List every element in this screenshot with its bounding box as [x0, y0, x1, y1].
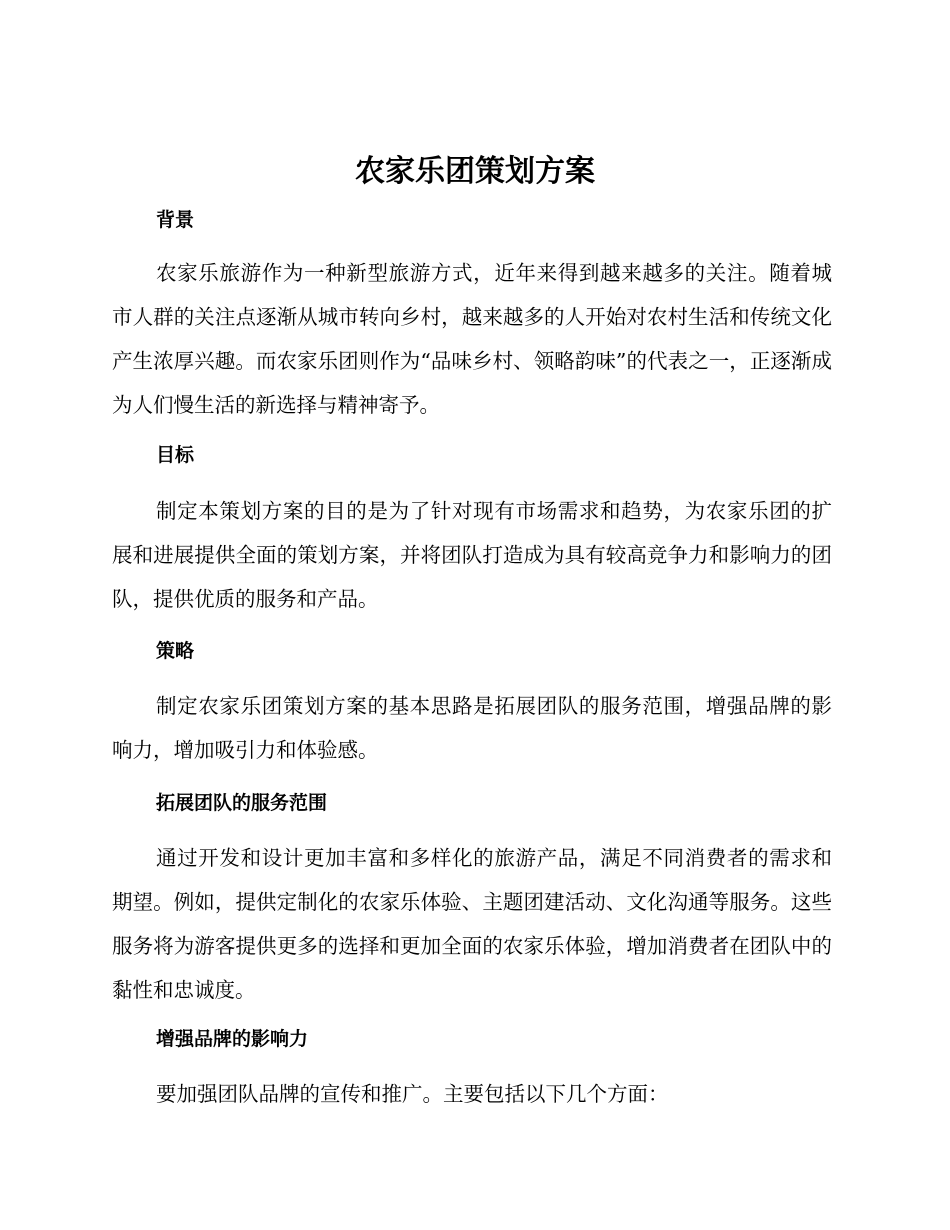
- page-title: 农家乐团策划方案: [355, 154, 595, 189]
- section-paragraph-strategy: 制定农家乐团策划方案的基本思路是拓展团队的服务范围，增强品牌的影响力，增加吸引力和体验感。: [112, 694, 832, 762]
- section-heading-background: 背景: [156, 209, 195, 231]
- section-heading-goal: 目标: [156, 444, 195, 466]
- section-heading-strategy: 策略: [156, 640, 195, 662]
- section-heading-expand-services: 拓展团队的服务范围: [156, 792, 328, 814]
- section-heading-brand-influence: 增强品牌的影响力: [156, 1028, 309, 1050]
- section-paragraph-expand-services: 通过开发和设计更加丰富和多样化的旅游产品，满足不同消费者的需求和期望。例如，提供定制化的农家乐体验、主题团建活动、文化沟通等服务。这些服务将为游客提供更多的选择和更加全面的农家乐体验，增加消费者在团队中的黏性和忠诚度。: [112, 846, 832, 1002]
- section-paragraph-brand-influence: 要加强团队品牌的宣传和推广。主要包括以下几个方面：: [156, 1082, 669, 1106]
- section-paragraph-goal: 制定本策划方案的目的是为了针对现有市场需求和趋势，为农家乐团的扩展和进展提供全面的策划方案，并将团队打造成为具有较高竞争力和影响力的团队，提供优质的服务和产品。: [112, 499, 832, 611]
- section-paragraph-background: 农家乐旅游作为一种新型旅游方式，近年来得到越来越多的关注。随着城市人群的关注点逐渐从城市转向乡村，越来越多的人开始对农村生活和传统文化产生浓厚兴趣。而农家乐团则作为“品味乡村、领略韵味”的代表之一，正逐渐成为人们慢生活的新选择与精神寄予。: [112, 261, 832, 417]
